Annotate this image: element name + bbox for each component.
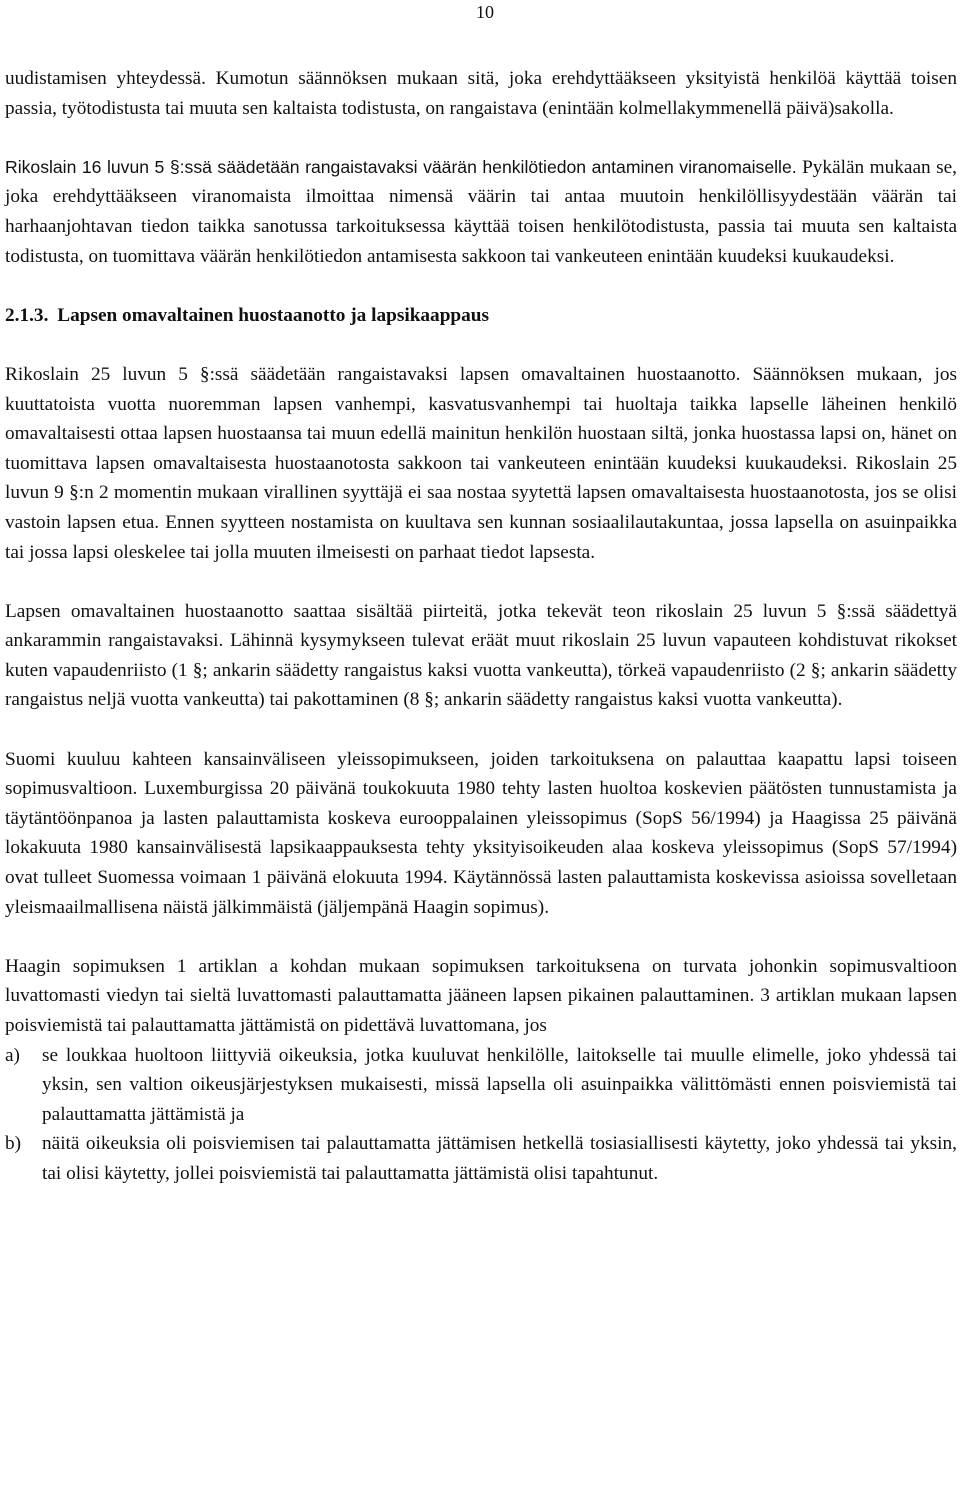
section-number: 2.1.3.: [5, 304, 49, 326]
list-item-text: näitä oikeuksia oli poisviemisen tai palauttamatta jättämisen hetkellä tosiasiallisesti käytetty, joko yhdessä tai yksin, tai olisi käytetty, jollei poisviemistä tai palauttamatta jättämistä olisi tapahtunut.: [42, 1133, 957, 1184]
paragraph-6: Haagin sopimuksen 1 artiklan a kohdan mukaan sopimuksen tarkoituksena on turvata johonkin sopimusvaltioon luvattomasti viedyn tai sieltä luvattomasti palauttamatta jääneen lapsen pikainen palauttaminen. 3 artiklan mukaan lapsen poisviemistä tai palauttamatta jättämistä on pidettävä luvattomana, jos: [5, 955, 957, 1036]
paragraph-5: Suomi kuuluu kahteen kansainväliseen yleissopimukseen, joiden tarkoituksena on palauttaa kaapattu lapsi toiseen sopimusvaltioon. Luxemburgissa 20 päivänä toukokuuta 1980 tehty lasten huoltoa koskevien päätösten tunnustamista ja täytäntöönpanoa ja lasten palauttamista koskeva eurooppalainen yleissopimus (SopS 56/1994) ja Haagissa 25 päivänä lokakuuta 1980 kansainvälisestä lapsikaappauksesta tehty yksityisoikeuden alaa koskeva yleissopimus (SopS 57/1994) ovat tulleet Suomessa voimaan 1 päivänä elokuuta 1994. Käytännössä lasten palauttamista koskevissa asioissa sovelletaan yleismaailmallisena näistä jälkimmäistä (jäljempänä Haagin sopimus).: [5, 748, 957, 918]
criteria-list: [5, 1041, 957, 1189]
section-heading: [5, 301, 957, 331]
paragraph-2: [5, 153, 957, 271]
paragraph-1: uudistamisen yhteydessä. Kumotun säännöksen mukaan sitä, joka erehdyttääkseen yksityistä henkilöä käyttää toisen passia, työtodistusta tai muuta sen kaltaista todistusta, on rangaistava (enintään kolmellakymmenellä päivä)sakolla.: [5, 68, 957, 119]
list-item-text: se loukkaa huoltoon liittyviä oikeuksia, jotka kuuluvat henkilölle, laitokselle tai muulle elimelle, joko yhdessä tai yksin, sen valtion oikeusjärjestyksen mukaisesti, missä lapsella oli asuinpaikka välittömästi ennen poisviemistä tai palauttamatta jättämistä ja: [42, 1044, 957, 1125]
document-body: [5, 64, 957, 1189]
list-marker: a): [5, 1044, 20, 1066]
paragraph-2-lead: Rikoslain 16 luvun 5 §:ssä säädetään rangaistavaksi väärän henkilötiedon antaminen viranomaiselle.: [5, 156, 797, 177]
list-item: [5, 1129, 957, 1188]
section-title: Lapsen omavaltainen huostaanotto ja lapsikaappaus: [57, 304, 490, 326]
list-item: [5, 1041, 957, 1130]
list-marker: b): [5, 1133, 22, 1155]
paragraph-2-body: Pykälän mukaan se, joka erehdyttääkseen viranomaista ilmoittaa nimensä väärin tai antaa muutoin henkilöllisyydestään väärän tai harhaanjohtavan tiedon taikka sanotussa tarkoituksessa käyttää toisen henkilötodistusta, passia tai muuta sen kaltaista todistusta, on tuomittava väärän henkilötiedon antamisesta sakkoon tai vankeuteen enintään kuudeksi kuukaudeksi.: [5, 156, 957, 267]
paragraph-3: Rikoslain 25 luvun 5 §:ssä säädetään rangaistavaksi lapsen omavaltainen huostaanotto. Säännöksen mukaan, jos kuuttatoista vuotta nuoremman lapsen vanhempi, kasvatusvanhempi tai huoltaja taikka lapselle läheinen henkilö omavaltaisesti ottaa lapsen huostaansa tai muun edellä mainitun henkilön huostaan siltä, jonka huostassa lapsi on, hänet on tuomittava lapsen omavaltaisesta huostaanotosta sakkoon tai vankeuteen enintään kuudeksi kuukaudeksi. Rikoslain 25 luvun 9 §:n 2 momentin mukaan virallinen syyttäjä ei saa nostaa syytettä lapsen omavaltaisesta huostaanotosta, jos se olisi vastoin lapsen etua. Ennen syytteen nostamista on kuultava sen kunnan sosiaalilautakuntaa, jossa lapsella on asuinpaikka tai jossa lapsi oleskelee tai jolla muuten ilmeisesti on parhaat tiedot lapsesta.: [5, 363, 957, 563]
page-number: 10: [476, 2, 494, 22]
paragraph-4: Lapsen omavaltainen huostaanotto saattaa sisältää piirteitä, jotka tekevät teon rikoslain 25 luvun 5 §:ssä säädettyä ankarammin rangaistavaksi. Lähinnä kysymykseen tulevat eräät muut rikoslain 25 luvun vapauteen kohdistuvat rikokset kuten vapaudenriisto (1 §; ankarin säädetty rangaistus kaksi vuotta vankeutta), törkeä vapaudenriisto (2 §; ankarin säädetty rangaistus neljä vuotta vankeutta) tai pakottaminen (8 §; ankarin säädetty rangaistus kaksi vuotta vankeutta).: [5, 600, 957, 711]
